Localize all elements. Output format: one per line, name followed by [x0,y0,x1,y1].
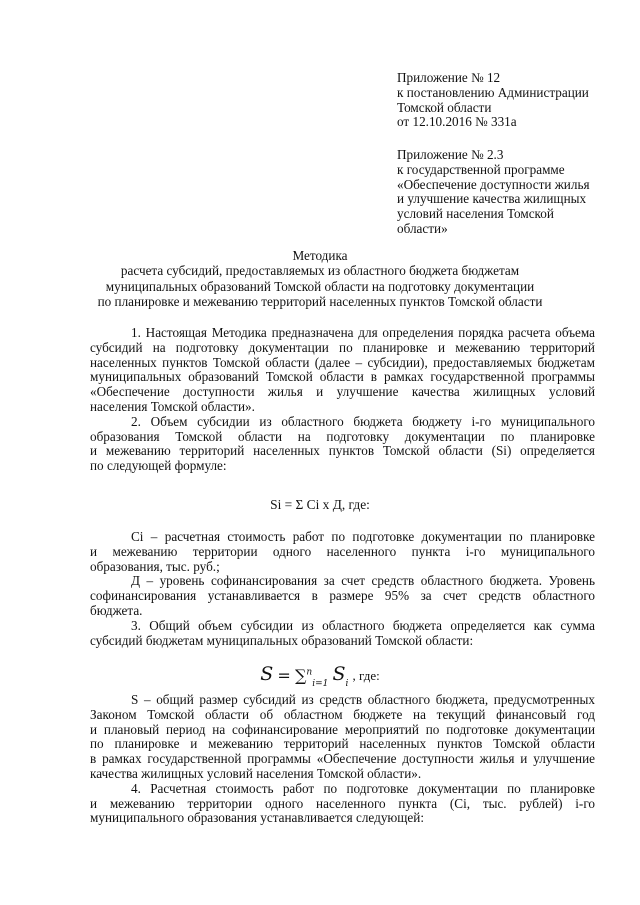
formula-math [260,663,352,689]
title-line: Методика [292,248,348,263]
paragraphs-s-definition-4 [90,693,595,826]
appendix-line: Томской области [397,99,492,115]
appendix-line: области» [397,220,448,236]
body-line: в рамках государственной программы «Обеспечение доступности жилья и улучшение [90,751,595,767]
body-line: Ci – расчетная стоимость работ по подготовке документации по планировке [131,529,595,544]
body-line: Законом Томской области об областном бюджете на текущий финансовый год [90,706,595,722]
body-line: населенных пунктов Томской области (далее – субсидии), предоставляемых бюджетам [90,354,595,370]
body-line: «Обеспечение доступности жилья и улучшение качества жилищных условий [90,384,595,400]
body-line: субсидий бюджетам муниципальных образований Томской области: [90,632,474,648]
body-line: субсидий на подготовку документации по планировке и межеванию территорий [90,339,595,355]
body-line: 2. Объем субсидии из областного бюджета бюджету i-го муниципального [131,413,595,429]
formula-term: S [332,663,346,685]
body-line: и межеванию территорий населенных пунктов Томской области (Si) определяется [90,443,595,459]
appendix-12-header [397,71,589,130]
appendix-line: к государственной программе [397,161,565,177]
body-line: и плановый период на софинансирование мероприятий по подготовке документации [90,721,595,737]
body-line: бюджета. [90,602,143,618]
appendix-line: от 12.10.2016 № 331а [397,114,517,130]
body-line: по следующей формуле: [90,458,227,474]
paragraphs-definitions-3 [90,530,595,648]
body-line: муниципального образования устанавливается следующей: [90,810,424,826]
formula-total-s [0,663,640,687]
sum-lower-limit: i=1 [312,678,329,689]
title-line: расчета субсидий, предоставляемых из областного бюджета бюджетам [120,263,520,279]
appendix-line: Приложение № 2.3 [397,147,504,162]
body-line: образования Томской области на подготовку документации по планировке [90,428,595,444]
body-line: качества жилищных условий населения Томской области». [90,765,422,781]
sum-symbol: ∑ [294,666,307,685]
formula-term-index: i [345,678,349,689]
formula-lhs: S [260,663,274,685]
body-line: по планировке и межеванию территорий населенных пунктов Томской области [90,736,595,752]
body-line: Д – уровень софинансирования за счет средств областного бюджета. Уровень [131,573,595,589]
formula-equals: = [277,666,291,685]
body-line: 4. Расчетная стоимость работ по подготовке документации по планировке [131,780,595,796]
body-line: населения Томской области». [90,398,255,414]
paragraphs-1-2 [90,326,595,474]
title-line: муниципальных образований Томской области на подготовку документации [105,278,535,294]
body-line: 1. Настоящая Методика предназначена для определения порядка расчета объема [131,325,595,340]
appendix-line: и улучшение качества жилищных [397,191,587,207]
body-line: и межеванию территории одного населенного пункта (Ci, тыс. рублей) i-го [90,795,595,811]
formula-si: Si = Σ Ci х Д, где: [270,497,370,512]
body-line: софинансирования устанавливается в размере 95% за счет средств областного [90,588,595,604]
body-line: и межеванию территории одного населенного пункта i-го муниципального [90,543,595,559]
appendix-2-3-header [397,148,590,237]
sum-upper-limit: n [306,667,313,678]
body-line: образования, тыс. руб.; [90,558,220,574]
appendix-line: к постановлению Администрации [397,84,589,100]
body-line: 3. Общий объем субсидии из областного бюджета определяется как сумма [131,617,595,633]
formula-suffix: , где: [352,668,380,683]
appendix-line: условий населения Томской [397,206,554,222]
appendix-line: «Обеспечение доступности жилья [397,176,590,192]
body-line: муниципальных образований Томской области в рамках государственной программы [90,369,595,385]
appendix-line: Приложение № 12 [397,70,501,85]
document-title [0,248,640,309]
title-line: по планировке и межеванию территорий населенных пунктов Томской области [97,293,543,309]
body-line: S – общий размер субсидий из средств областного бюджета, предусмотренных [131,692,595,707]
